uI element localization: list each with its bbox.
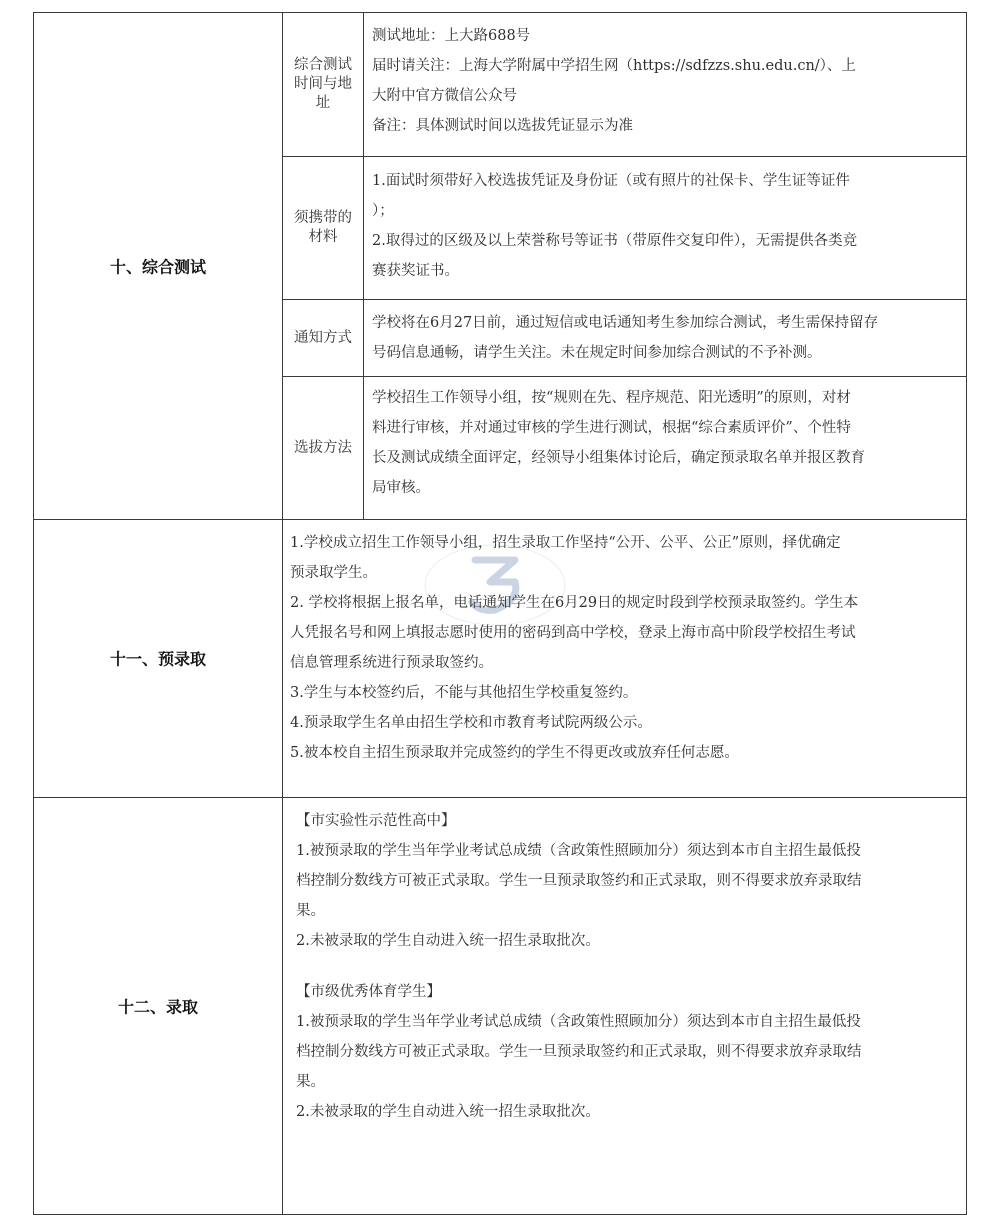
text-line: 3.学生与本校签约后，不能与其他招生学校重复签约。 [290,685,638,701]
section-title-comprehensive-test: 十、综合测试 [109,257,207,277]
text-line: 2.取得过的区级及以上荣誉称号等证书（带原件交复印件），无需提供各类竞 [372,233,858,249]
table-right-border [966,12,967,1215]
text-line: 备注：具体测试时间以选拔凭证显示为准 [372,118,633,134]
text-line: 赛获奖证书。 [372,263,459,279]
table-left-border [33,12,34,1215]
sublabel-selection-method [283,377,363,519]
cell-notification-method [372,308,962,368]
sublabel-line: 通知方式 [294,329,352,346]
section-title-pre-admission: 十一、预录取 [109,649,207,669]
text-line: 1.被预录取的学生当年学业考试总成绩（含政策性照顾加分）须达到本市自主招生最低投 [296,1014,861,1030]
text-line: 5.被本校自主招生预录取并完成签约的学生不得更改或放弃任何志愿。 [290,745,739,761]
text-line: 果。 [296,1074,325,1090]
subrow-divider [282,156,967,157]
text-line: 号码信息通畅，请学生关注。未在规定时间参加综合测试的不予补测。 [372,345,822,361]
text-line: 学校将在6月27日前，通过短信或电话通知考生参加综合测试，考生需保持留存 [372,315,879,331]
table-bottom-border [33,1214,967,1215]
text-line: 信息管理系统进行预录取签约。 [290,655,493,671]
text-line: 4.预录取学生名单由招生学校和市教育考试院两级公示。 [290,715,652,731]
text-line: 测试地址：上大路688号 [372,28,531,44]
subrow-divider [282,376,967,377]
spacer [296,956,960,977]
text-line: 料进行审核，并对通过审核的学生进行测试，根据“综合素质评价”、个性特 [372,420,851,436]
text-line: 2.未被录取的学生自动进入统一招生录取批次。 [296,1104,600,1120]
text-line: 预录取学生。 [290,565,377,581]
sublabel-test-time-address [283,13,363,156]
group-heading: 【市实验性示范性高中】 [296,813,456,829]
text-line: 果。 [296,903,325,919]
text-line: 大附中官方微信公众号 [372,88,517,104]
text-line: 2. 学校将根据上报名单，电话通知学生在6月29日的规定时段到学校预录取签约。学生本 [290,595,859,611]
text-line: 人凭报名号和网上填报志愿时使用的密码到高中学校，登录上海市高中阶段学校招生考试 [290,625,856,641]
cell-test-time-address [372,21,962,141]
text-line: 1.面试时须带好入校选拔凭证及身份证（或有照片的社保卡、学生证等证件 [372,173,850,189]
sublabel-line: 时间与地 [294,76,352,92]
text-line: 1.学校成立招生工作领导小组，招生录取工作坚持“公开、公平、公正”原则，择优确定 [290,535,841,551]
text-line: 2.未被录取的学生自动进入统一招生录取批次。 [296,933,600,949]
sublabel-line: 须携带的 [294,210,352,226]
sublabel-notification-method [283,300,363,376]
section-title-admission: 十二、录取 [117,997,199,1017]
text-line: ）； [372,203,394,219]
text-line: 局审核。 [372,480,430,496]
section-divider [33,797,967,798]
text-line: 档控制分数线方可被正式录取。学生一旦预录取签约和正式录取，则不得要求放弃录取结 [296,873,862,889]
group-heading: 【市级优秀体育学生】 [296,984,441,1000]
sublabel-required-materials [283,157,363,299]
sublabel-line: 选拔方法 [294,439,352,456]
text-line: 届时请关注：上海大学附属中学招生网（https://sdfzzs.shu.edu.cn/）、上 [372,58,856,74]
section-divider [33,519,967,520]
sublabel-divider [363,12,364,519]
subrow-divider [282,299,967,300]
sublabel-line: 材料 [308,229,338,245]
text-line: 档控制分数线方可被正式录取。学生一旦预录取签约和正式录取，则不得要求放弃录取结 [296,1044,862,1060]
table-top-border [33,12,967,13]
cell-selection-method [372,383,962,503]
text-line: 1.被预录取的学生当年学业考试总成绩（含政策性照顾加分）须达到本市自主招生最低投 [296,843,861,859]
text-line: 长及测试成绩全面评定，经领导小组集体讨论后，确定预录取名单并报区教育 [372,450,865,466]
sublabel-line: 址 [315,95,331,111]
cell-admission [296,806,960,1127]
text-line: 学校招生工作领导小组，按“规则在先、程序规范、阳光透明”的原则，对材 [372,390,851,406]
sublabel-line: 综合测试 [294,57,352,73]
cell-pre-admission [290,528,960,768]
cell-required-materials [372,166,962,286]
